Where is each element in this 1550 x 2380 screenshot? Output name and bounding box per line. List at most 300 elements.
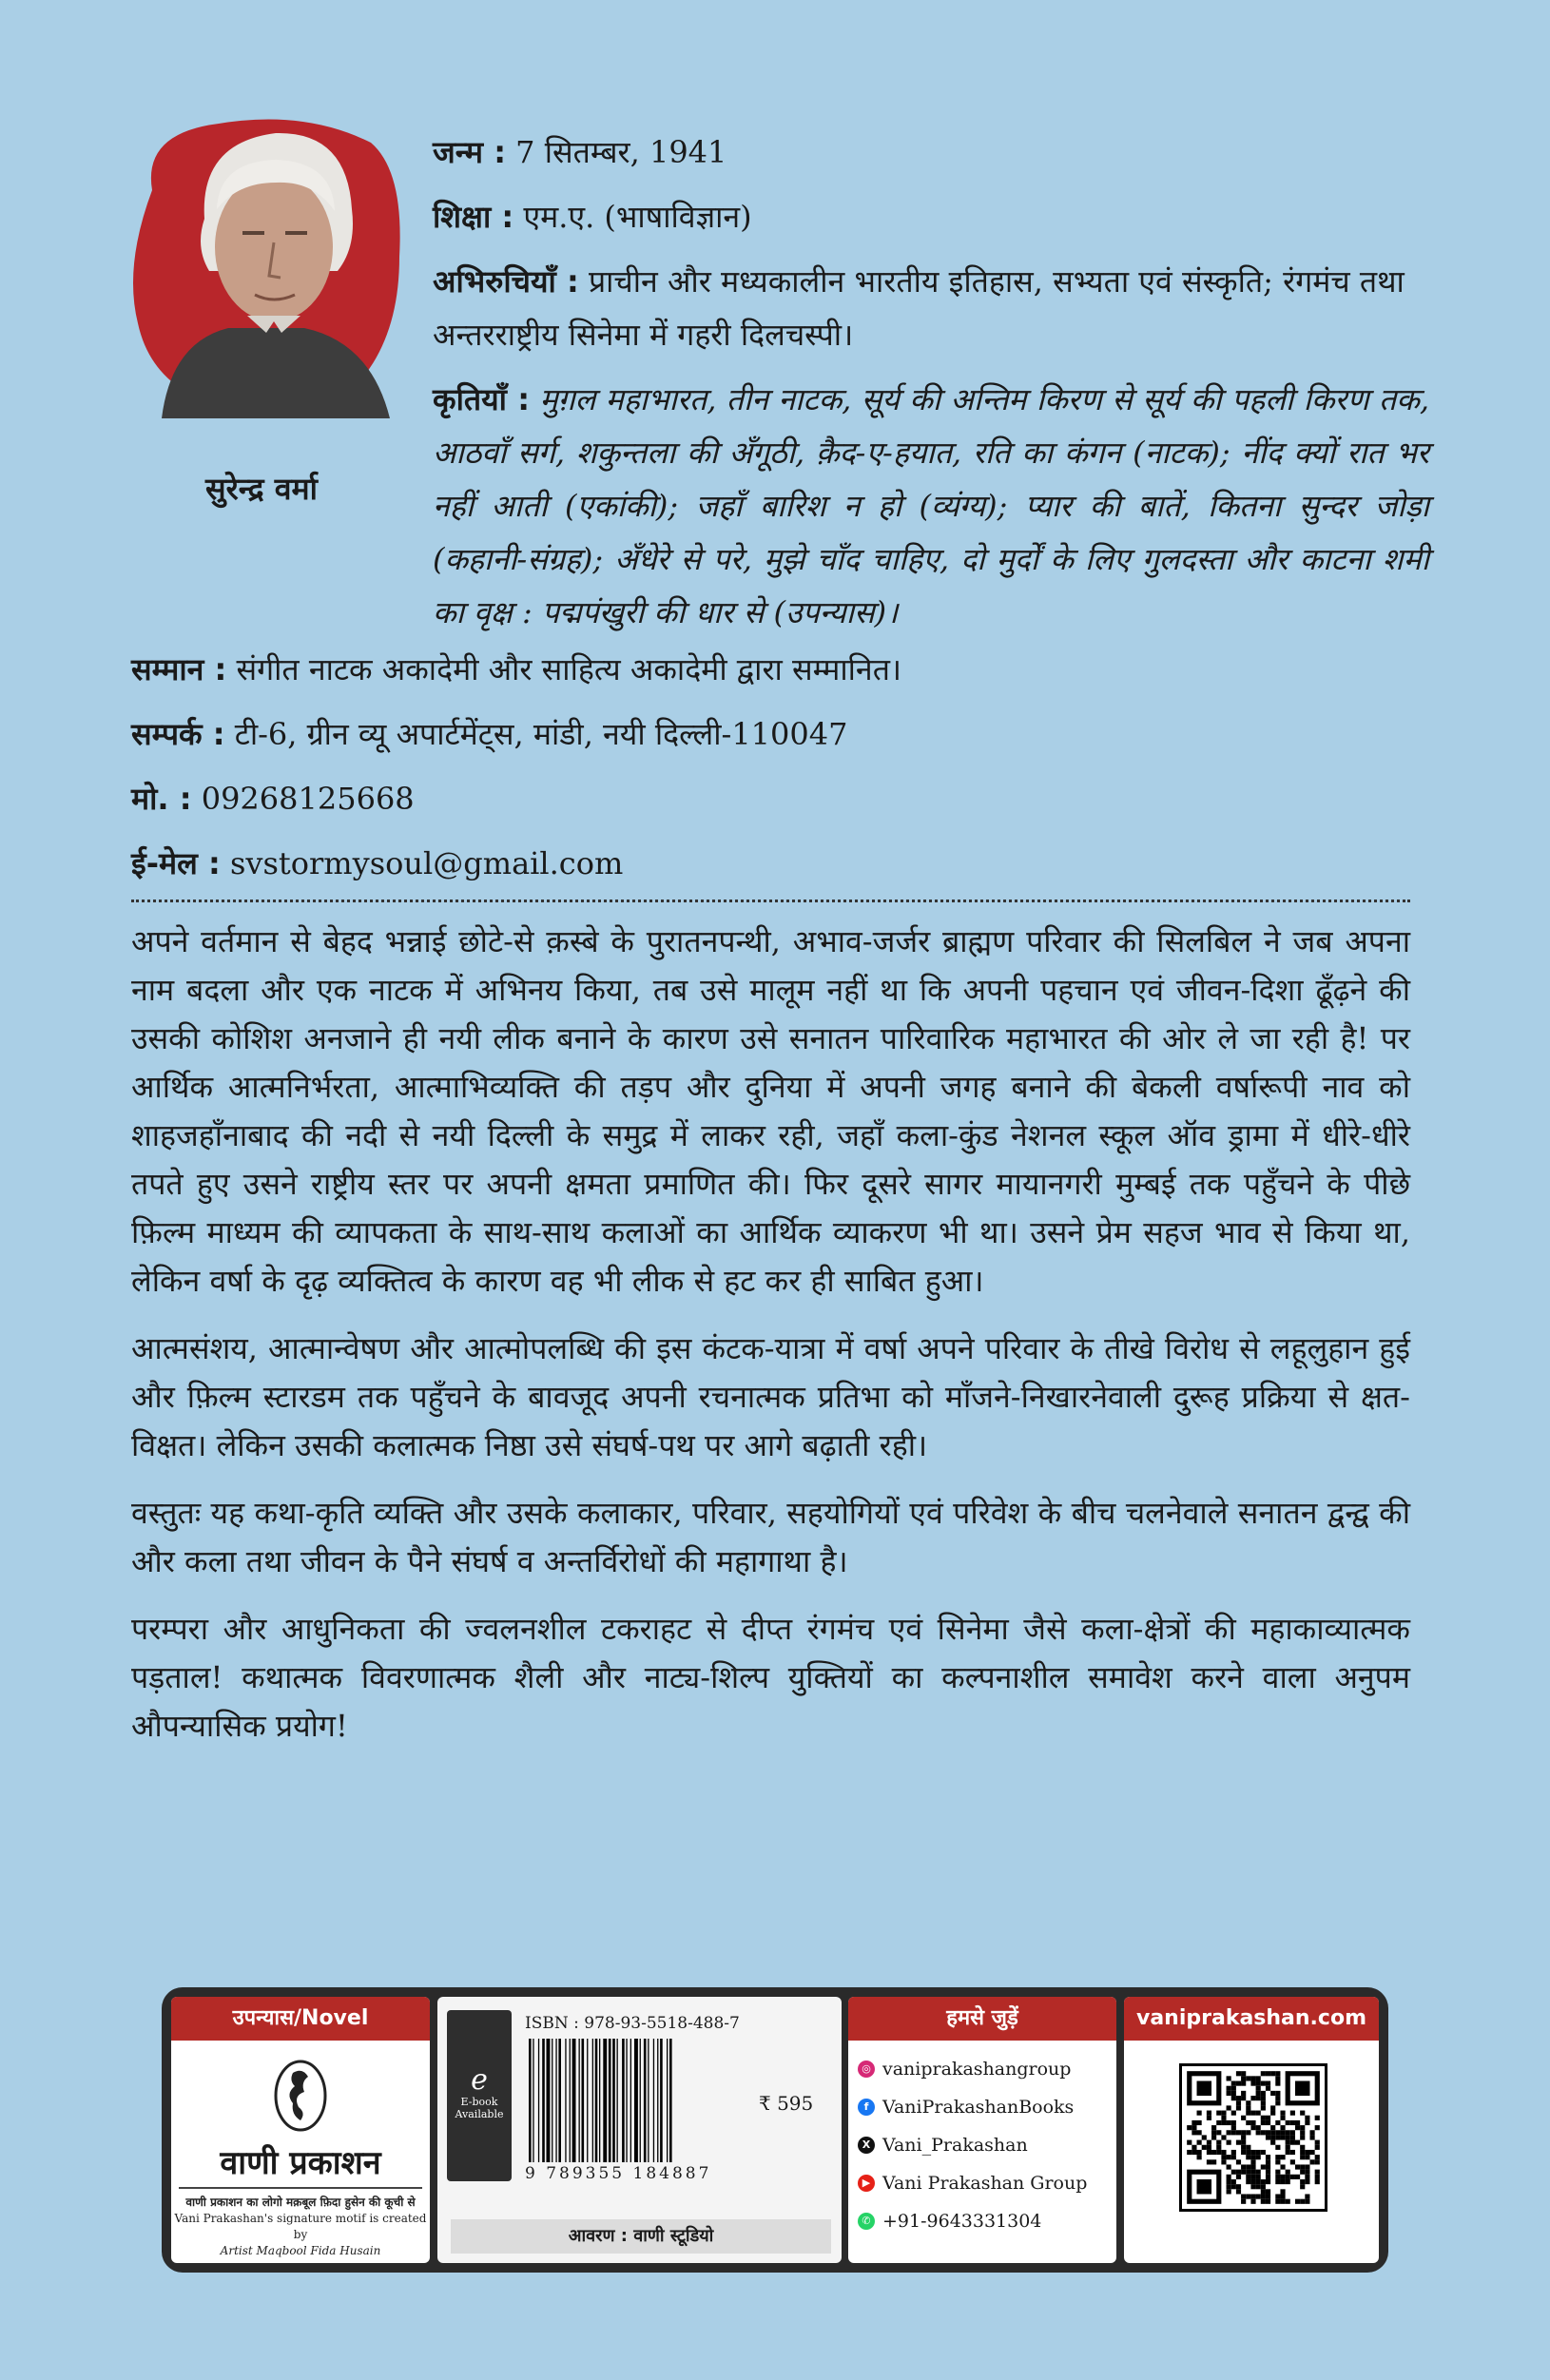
qr-module bbox=[1295, 2164, 1300, 2169]
qr-module bbox=[1197, 2120, 1202, 2125]
barcode-bar bbox=[565, 2039, 566, 2162]
qr-module bbox=[1250, 2125, 1255, 2130]
qr-module bbox=[1241, 2164, 1246, 2169]
qr-module bbox=[1231, 2125, 1236, 2130]
barcode-bar bbox=[542, 2039, 545, 2162]
qr-module bbox=[1275, 2175, 1280, 2179]
qr-module bbox=[1286, 2175, 1290, 2179]
qr-module bbox=[1236, 2170, 1241, 2175]
qr-module bbox=[1286, 2120, 1290, 2125]
barcode-bar bbox=[603, 2039, 607, 2162]
qr-module bbox=[1207, 2111, 1211, 2116]
social-whatsapp[interactable] bbox=[858, 2202, 1116, 2240]
price: ₹ 595 bbox=[759, 2092, 814, 2115]
qr-module bbox=[1300, 2135, 1305, 2139]
qr-module bbox=[1280, 2199, 1285, 2204]
qr-module bbox=[1241, 2071, 1246, 2076]
qr-module bbox=[1309, 2159, 1314, 2164]
logo-credit-artist: Artist Maqbool Fida Husain bbox=[220, 2244, 381, 2257]
qr-module bbox=[1192, 2120, 1196, 2125]
qr-module bbox=[1246, 2145, 1250, 2150]
qr-module bbox=[1300, 2170, 1305, 2175]
qr-module bbox=[1300, 2164, 1305, 2169]
website-link[interactable]: vaniprakashan.com bbox=[1124, 1997, 1379, 2041]
qr-module bbox=[1256, 2096, 1261, 2100]
qr-module bbox=[1227, 2155, 1231, 2159]
qr-module bbox=[1246, 2100, 1250, 2105]
qr-module bbox=[1315, 2145, 1320, 2150]
qr-module bbox=[1256, 2150, 1261, 2155]
book-description bbox=[131, 918, 1410, 1770]
qr-module bbox=[1241, 2091, 1246, 2096]
mobile-row bbox=[131, 772, 1429, 825]
qr-module bbox=[1197, 2179, 1212, 2195]
qr-module bbox=[1275, 2096, 1280, 2100]
qr-module bbox=[1300, 2145, 1305, 2150]
qr-module bbox=[1216, 2111, 1221, 2116]
barcode-bar bbox=[660, 2039, 663, 2162]
qr-module bbox=[1256, 2091, 1261, 2096]
qr-module bbox=[1275, 2155, 1280, 2159]
qr-module bbox=[1227, 2130, 1231, 2135]
qr-module bbox=[1275, 2120, 1280, 2125]
qr-module bbox=[1246, 2164, 1250, 2169]
qr-module bbox=[1221, 2120, 1226, 2125]
qr-module bbox=[1309, 2130, 1314, 2135]
qr-module bbox=[1270, 2130, 1275, 2135]
qr-module bbox=[1202, 2135, 1207, 2139]
barcode-bar bbox=[558, 2039, 561, 2162]
qr-module bbox=[1300, 2125, 1305, 2130]
x-handle: Vani_Prakashan bbox=[882, 2135, 1028, 2156]
qr-module bbox=[1286, 2179, 1290, 2184]
qr-module bbox=[1290, 2159, 1295, 2164]
qr-module bbox=[1286, 2145, 1290, 2150]
qr-module bbox=[1261, 2194, 1266, 2198]
cover-credit: आवरण : वाणी स्टूडियो bbox=[451, 2219, 831, 2254]
qr-module bbox=[1241, 2140, 1246, 2145]
barcode-bar bbox=[599, 2039, 600, 2162]
works-label: कृतियाँ : bbox=[433, 381, 531, 417]
barcode-bar bbox=[626, 2039, 627, 2162]
contact-label: सम्पर्क : bbox=[131, 716, 225, 752]
qr-module bbox=[1250, 2194, 1255, 2198]
qr-module bbox=[1275, 2130, 1280, 2135]
social-youtube[interactable] bbox=[858, 2164, 1116, 2202]
barcode-bar bbox=[667, 2039, 668, 2162]
qr-module bbox=[1275, 2194, 1280, 2198]
qr-module bbox=[1216, 2140, 1221, 2145]
qr-module bbox=[1231, 2081, 1236, 2086]
qr-module bbox=[1241, 2096, 1246, 2100]
education-label: शिक्षा : bbox=[433, 199, 514, 235]
qr-module bbox=[1256, 2194, 1261, 2198]
description-paragraph: आत्मसंशय, आत्मान्वेषण और आत्मोपलब्धि की इस कंटक-यात्रा में वर्षा अपने परिवार के तीखे विरोध से लहूलुहान हुई और फ़िल्म स्टारडम तक पहुँचने के बावजूद अपनी रचनात्मक प्रतिभा को माँजने-निखारनेवाली दुरूह प्रक्रिया से क्षत-विक्षत। लेकिन उसकी कलात्मक निष्ठा उसे संघर्ष-पथ पर आगे बढ़ाती रही। bbox=[131, 1330, 1410, 1463]
qr-module bbox=[1236, 2184, 1241, 2189]
qr-module bbox=[1250, 2120, 1255, 2125]
qr-module bbox=[1221, 2116, 1226, 2120]
qr-module bbox=[1241, 2150, 1246, 2155]
qr-module bbox=[1207, 2145, 1211, 2150]
qr-module bbox=[1280, 2135, 1285, 2139]
publisher-divider bbox=[179, 2187, 422, 2189]
qr-module bbox=[1197, 2081, 1212, 2097]
dotted-divider bbox=[131, 900, 1410, 902]
qr-module bbox=[1280, 2164, 1285, 2169]
barcode-bar bbox=[538, 2039, 539, 2162]
qr-module bbox=[1216, 2150, 1221, 2155]
qr-module bbox=[1250, 2199, 1255, 2204]
publisher-panel bbox=[171, 1997, 430, 2263]
website-panel bbox=[1124, 1997, 1379, 2263]
qr-module bbox=[1261, 2105, 1266, 2110]
qr-module bbox=[1246, 2120, 1250, 2125]
birth-label: जन्म : bbox=[433, 134, 506, 170]
qr-module bbox=[1300, 2150, 1305, 2155]
mobile-value: 09268125668 bbox=[201, 781, 415, 817]
qr-module bbox=[1275, 2091, 1280, 2096]
description-paragraph: परम्परा और आधुनिकता की ज्वलनशील टकराहट से दीप्त रंगमंच एवं सिनेमा जैसे कला-क्षेत्रों की महाकाव्यात्मक पड़ताल! कथात्मक विवरणात्मक शैली और नाट्य-शिल्प युक्तियों का कल्पनाशील समावेश करने वाला अनुपम औपन्यासिक प्रयोग! bbox=[131, 1611, 1410, 1744]
social-heading: हमसे जुड़ें bbox=[848, 1997, 1116, 2041]
qr-module bbox=[1315, 2155, 1320, 2159]
qr-module bbox=[1227, 2140, 1231, 2145]
qr-module bbox=[1236, 2140, 1241, 2145]
qr-module bbox=[1246, 2194, 1250, 2198]
qr-module bbox=[1295, 2120, 1300, 2125]
qr-module bbox=[1256, 2184, 1261, 2189]
qr-module bbox=[1231, 2170, 1236, 2175]
ebook-badge bbox=[447, 2010, 512, 2181]
instagram-icon: ◎ bbox=[858, 2061, 875, 2078]
publisher-info-box bbox=[162, 1987, 1388, 2273]
qr-module bbox=[1236, 2175, 1241, 2179]
interests-label: अभिरुचियाँ : bbox=[433, 263, 579, 300]
qr-module bbox=[1270, 2140, 1275, 2145]
honour-label: सम्मान : bbox=[131, 651, 227, 687]
qr-module bbox=[1280, 2194, 1285, 2198]
works-value: मुग़ल महाभारत, तीन नाटक, सूर्य की अन्तिम किरण से सूर्य की पहली किरण तक, आठवाँ सर्ग, शकुन्तला की अँगूठी, क़ैद-ए-हयात, रति का कंगन (नाटक); नींद क्यों रात भर नहीं आती (एकांकी); जहाँ बारिश न हो (व्यंग्य); प्यार की बातें, कितना सुन्दर जोड़ा (कहानी-संग्रह); अँधेरे से परे, मुझे चाँद चाहिए, दो मुर्दों के लिए गुलदस्ता और काटना शमी का वृक्ष : पद्मपंखुरी की धार से (उपन्यास)। bbox=[433, 381, 1430, 630]
social-instagram[interactable] bbox=[858, 2050, 1116, 2088]
qr-module bbox=[1227, 2184, 1231, 2189]
qr-module bbox=[1266, 2086, 1270, 2091]
qr-module bbox=[1315, 2175, 1320, 2179]
qr-module bbox=[1197, 2130, 1202, 2135]
qr-module bbox=[1231, 2184, 1236, 2189]
whatsapp-icon: ✆ bbox=[858, 2213, 875, 2230]
qr-module bbox=[1286, 2130, 1290, 2135]
qr-module bbox=[1275, 2159, 1280, 2164]
qr-module bbox=[1236, 2096, 1241, 2100]
qr-module bbox=[1266, 2199, 1270, 2204]
instagram-handle: vaniprakashangroup bbox=[882, 2059, 1072, 2080]
qr-module bbox=[1266, 2120, 1270, 2125]
barcode-bar bbox=[653, 2039, 654, 2162]
qr-module bbox=[1270, 2091, 1275, 2096]
publisher-name: वाणी प्रकाशन bbox=[220, 2144, 381, 2182]
qr-module bbox=[1216, 2145, 1221, 2150]
logo-credit-hi: वाणी प्रकाशन का लोगो मक़बूल फ़िदा हुसेन की कूची से bbox=[185, 2196, 416, 2209]
qr-module bbox=[1305, 2179, 1309, 2184]
qr-module bbox=[1231, 2096, 1236, 2100]
qr-module bbox=[1295, 2081, 1310, 2097]
qr-module bbox=[1300, 2130, 1305, 2135]
qr-module bbox=[1266, 2175, 1270, 2179]
qr-module bbox=[1305, 2164, 1309, 2169]
qr-module bbox=[1295, 2125, 1300, 2130]
qr-module bbox=[1300, 2184, 1305, 2189]
qr-module bbox=[1266, 2081, 1270, 2086]
qr-module bbox=[1286, 2140, 1290, 2145]
qr-module bbox=[1236, 2105, 1241, 2110]
barcode-bar bbox=[579, 2039, 580, 2162]
qr-module bbox=[1290, 2120, 1295, 2125]
ebook-icon: e bbox=[471, 2063, 488, 2097]
logo-credit-en: Vani Prakashan's signature motif is created by bbox=[174, 2212, 427, 2241]
qr-module bbox=[1261, 2096, 1266, 2100]
qr-module bbox=[1275, 2135, 1280, 2139]
qr-module bbox=[1236, 2081, 1241, 2086]
qr-module bbox=[1231, 2150, 1236, 2155]
education-value: एम.ए. (भाषाविज्ञान) bbox=[523, 199, 752, 235]
barcode-bar bbox=[657, 2039, 658, 2162]
qr-module bbox=[1250, 2155, 1255, 2159]
qr-module bbox=[1261, 2091, 1266, 2096]
qr-module bbox=[1211, 2150, 1216, 2155]
qr-module bbox=[1300, 2155, 1305, 2159]
qr-module bbox=[1192, 2145, 1196, 2150]
qr-module bbox=[1295, 2175, 1300, 2179]
qr-module bbox=[1241, 2194, 1246, 2198]
qr-module bbox=[1227, 2105, 1231, 2110]
qr-module bbox=[1261, 2116, 1266, 2120]
qr-module bbox=[1231, 2120, 1236, 2125]
qr-module bbox=[1250, 2096, 1255, 2100]
qr-module bbox=[1227, 2076, 1231, 2080]
qr-module bbox=[1250, 2111, 1255, 2116]
qr-module bbox=[1270, 2135, 1275, 2139]
qr-module bbox=[1261, 2189, 1266, 2194]
qr-module bbox=[1246, 2170, 1250, 2175]
barcode-bar bbox=[570, 2039, 571, 2162]
qr-module bbox=[1241, 2145, 1246, 2150]
social-panel bbox=[848, 1997, 1116, 2263]
qr-module bbox=[1275, 2081, 1280, 2086]
qr-module bbox=[1261, 2081, 1266, 2086]
qr-module bbox=[1246, 2130, 1250, 2135]
qr-module bbox=[1275, 2179, 1280, 2184]
qr-module bbox=[1231, 2091, 1236, 2096]
social-facebook[interactable] bbox=[858, 2088, 1116, 2126]
qr-module bbox=[1266, 2159, 1270, 2164]
facebook-icon: f bbox=[858, 2099, 875, 2116]
barcode-bar bbox=[582, 2039, 585, 2162]
interests-row bbox=[131, 255, 1429, 361]
qr-module bbox=[1246, 2179, 1250, 2184]
qr-module bbox=[1266, 2116, 1270, 2120]
qr-module bbox=[1266, 2164, 1270, 2169]
qr-module bbox=[1250, 2081, 1255, 2086]
social-x[interactable] bbox=[858, 2126, 1116, 2164]
qr-module bbox=[1211, 2159, 1216, 2164]
qr-module bbox=[1187, 2150, 1192, 2155]
qr-module bbox=[1227, 2086, 1231, 2091]
qr-module bbox=[1216, 2120, 1221, 2125]
qr-module bbox=[1250, 2159, 1255, 2164]
qr-module bbox=[1290, 2135, 1295, 2139]
qr-module bbox=[1250, 2179, 1255, 2184]
qr-module bbox=[1192, 2150, 1196, 2155]
qr-module bbox=[1286, 2170, 1290, 2175]
qr-module bbox=[1256, 2130, 1261, 2135]
birth-row bbox=[131, 126, 1429, 179]
qr-module bbox=[1241, 2076, 1246, 2080]
qr-module bbox=[1290, 2140, 1295, 2145]
honour-row bbox=[131, 643, 1429, 696]
qr-module bbox=[1256, 2081, 1261, 2086]
qr-module bbox=[1261, 2120, 1266, 2125]
author-name: सुरेन्द्र वर्मा bbox=[205, 471, 318, 507]
qr-module bbox=[1266, 2179, 1270, 2184]
qr-module bbox=[1300, 2179, 1305, 2184]
qr-module bbox=[1227, 2091, 1231, 2096]
qr-module bbox=[1315, 2140, 1320, 2145]
qr-module bbox=[1192, 2125, 1196, 2130]
qr-module bbox=[1261, 2100, 1266, 2105]
qr-module bbox=[1246, 2105, 1250, 2110]
qr-module bbox=[1270, 2105, 1275, 2110]
qr-module bbox=[1241, 2199, 1246, 2204]
qr-module bbox=[1227, 2179, 1231, 2184]
qr-module bbox=[1315, 2125, 1320, 2130]
barcode-bar bbox=[547, 2039, 551, 2162]
qr-module bbox=[1305, 2199, 1309, 2204]
qr-module bbox=[1221, 2155, 1226, 2159]
contact-row bbox=[131, 707, 1429, 761]
barcode-bar bbox=[648, 2039, 649, 2162]
description-paragraph: वस्तुतः यह कथा-कृति व्यक्ति और उसके कलाकार, परिवार, सहयोगियों एवं परिवेश के बीच चलनेवाले सनातन द्वन्द्व की और कला तथा जीवन के पैने संघर्ष व अन्तर्विरोधों की महागाथा है। bbox=[131, 1495, 1410, 1579]
qr-module bbox=[1256, 2179, 1261, 2184]
qr-module bbox=[1305, 2150, 1309, 2155]
barcode-panel bbox=[437, 1997, 842, 2263]
qr-module bbox=[1275, 2199, 1280, 2204]
qr-module bbox=[1250, 2184, 1255, 2189]
isbn: ISBN : 978-93-5518-488-7 bbox=[525, 2014, 740, 2033]
qr-module bbox=[1290, 2130, 1295, 2135]
barcode-digits: 9 789355 184887 bbox=[525, 2164, 712, 2183]
qr-module bbox=[1261, 2199, 1266, 2204]
barcode-bar bbox=[612, 2039, 615, 2162]
qr-module bbox=[1300, 2111, 1305, 2116]
honour-value: संगीत नाटक अकादेमी और साहित्य अकादेमी द्वारा सम्मानित। bbox=[236, 651, 902, 687]
qr-module bbox=[1266, 2194, 1270, 2198]
barcode-bar bbox=[529, 2039, 532, 2162]
qr-module bbox=[1305, 2155, 1309, 2159]
qr-module bbox=[1280, 2189, 1285, 2194]
qr-module bbox=[1207, 2150, 1211, 2155]
qr-module bbox=[1246, 2175, 1250, 2179]
qr-module bbox=[1275, 2076, 1280, 2080]
qr-module bbox=[1227, 2164, 1231, 2169]
email-label: ई-मेल : bbox=[131, 845, 221, 881]
qr-module bbox=[1261, 2164, 1266, 2169]
qr-module bbox=[1270, 2125, 1275, 2130]
qr-module bbox=[1236, 2100, 1241, 2105]
qr-module bbox=[1266, 2135, 1270, 2139]
qr-module bbox=[1231, 2086, 1236, 2091]
qr-module bbox=[1227, 2189, 1231, 2194]
barcode-bar bbox=[617, 2039, 618, 2162]
qr-module bbox=[1305, 2194, 1309, 2198]
qr-module bbox=[1241, 2116, 1246, 2120]
qr-module bbox=[1241, 2170, 1246, 2175]
facebook-handle: VaniPrakashanBooks bbox=[882, 2097, 1075, 2118]
qr-module bbox=[1256, 2086, 1261, 2091]
barcode-bar bbox=[587, 2039, 588, 2162]
qr-module bbox=[1241, 2081, 1246, 2086]
qr-module bbox=[1256, 2170, 1261, 2175]
qr-module bbox=[1309, 2135, 1314, 2139]
qr-module bbox=[1250, 2170, 1255, 2175]
qr-module bbox=[1286, 2135, 1290, 2139]
qr-module bbox=[1286, 2199, 1290, 2204]
barcode-bar bbox=[555, 2039, 556, 2162]
qr-module bbox=[1256, 2111, 1261, 2116]
qr-module bbox=[1227, 2175, 1231, 2179]
qr-module bbox=[1280, 2125, 1285, 2130]
qr-module bbox=[1211, 2135, 1216, 2139]
logo-credit bbox=[171, 2195, 430, 2259]
qr-module bbox=[1231, 2155, 1236, 2159]
qr-module bbox=[1315, 2170, 1320, 2175]
qr-module bbox=[1275, 2145, 1280, 2150]
qr-module bbox=[1221, 2111, 1226, 2116]
qr-module bbox=[1241, 2130, 1246, 2135]
qr-module bbox=[1261, 2150, 1266, 2155]
email-value: svstormysoul@gmail.com bbox=[229, 845, 624, 881]
education-row bbox=[131, 190, 1429, 243]
qr-module bbox=[1266, 2189, 1270, 2194]
qr-module bbox=[1266, 2170, 1270, 2175]
qr-module bbox=[1192, 2130, 1196, 2135]
genre-label: उपन्यास/Novel bbox=[171, 1997, 430, 2041]
qr-module bbox=[1280, 2111, 1285, 2116]
qr-module bbox=[1270, 2071, 1275, 2076]
qr-module bbox=[1261, 2071, 1266, 2076]
qr-module bbox=[1280, 2175, 1285, 2179]
contact-value: टी-6, ग्रीन व्यू अपार्टमेंट्स, मांडी, नयी दिल्ली-110047 bbox=[234, 716, 848, 752]
ebook-label: E-book Available bbox=[455, 2096, 504, 2120]
author-contact bbox=[131, 643, 1429, 901]
x-icon: X bbox=[858, 2137, 875, 2154]
qr-module bbox=[1246, 2150, 1250, 2155]
qr-module bbox=[1227, 2120, 1231, 2125]
email-row bbox=[131, 837, 1429, 890]
qr-module bbox=[1202, 2145, 1207, 2150]
qr-module bbox=[1256, 2155, 1261, 2159]
youtube-handle: Vani Prakashan Group bbox=[882, 2173, 1088, 2194]
qr-module bbox=[1221, 2150, 1226, 2155]
qr-module bbox=[1246, 2111, 1250, 2116]
qr-module bbox=[1211, 2130, 1216, 2135]
qr-module bbox=[1221, 2135, 1226, 2139]
qr-module bbox=[1295, 2140, 1300, 2145]
qr-module bbox=[1300, 2199, 1305, 2204]
qr-module bbox=[1246, 2076, 1250, 2080]
barcode-image bbox=[525, 2039, 753, 2162]
qr-module bbox=[1290, 2111, 1295, 2116]
whatsapp-number: +91-9643331304 bbox=[882, 2211, 1042, 2232]
qr-module bbox=[1216, 2130, 1221, 2135]
